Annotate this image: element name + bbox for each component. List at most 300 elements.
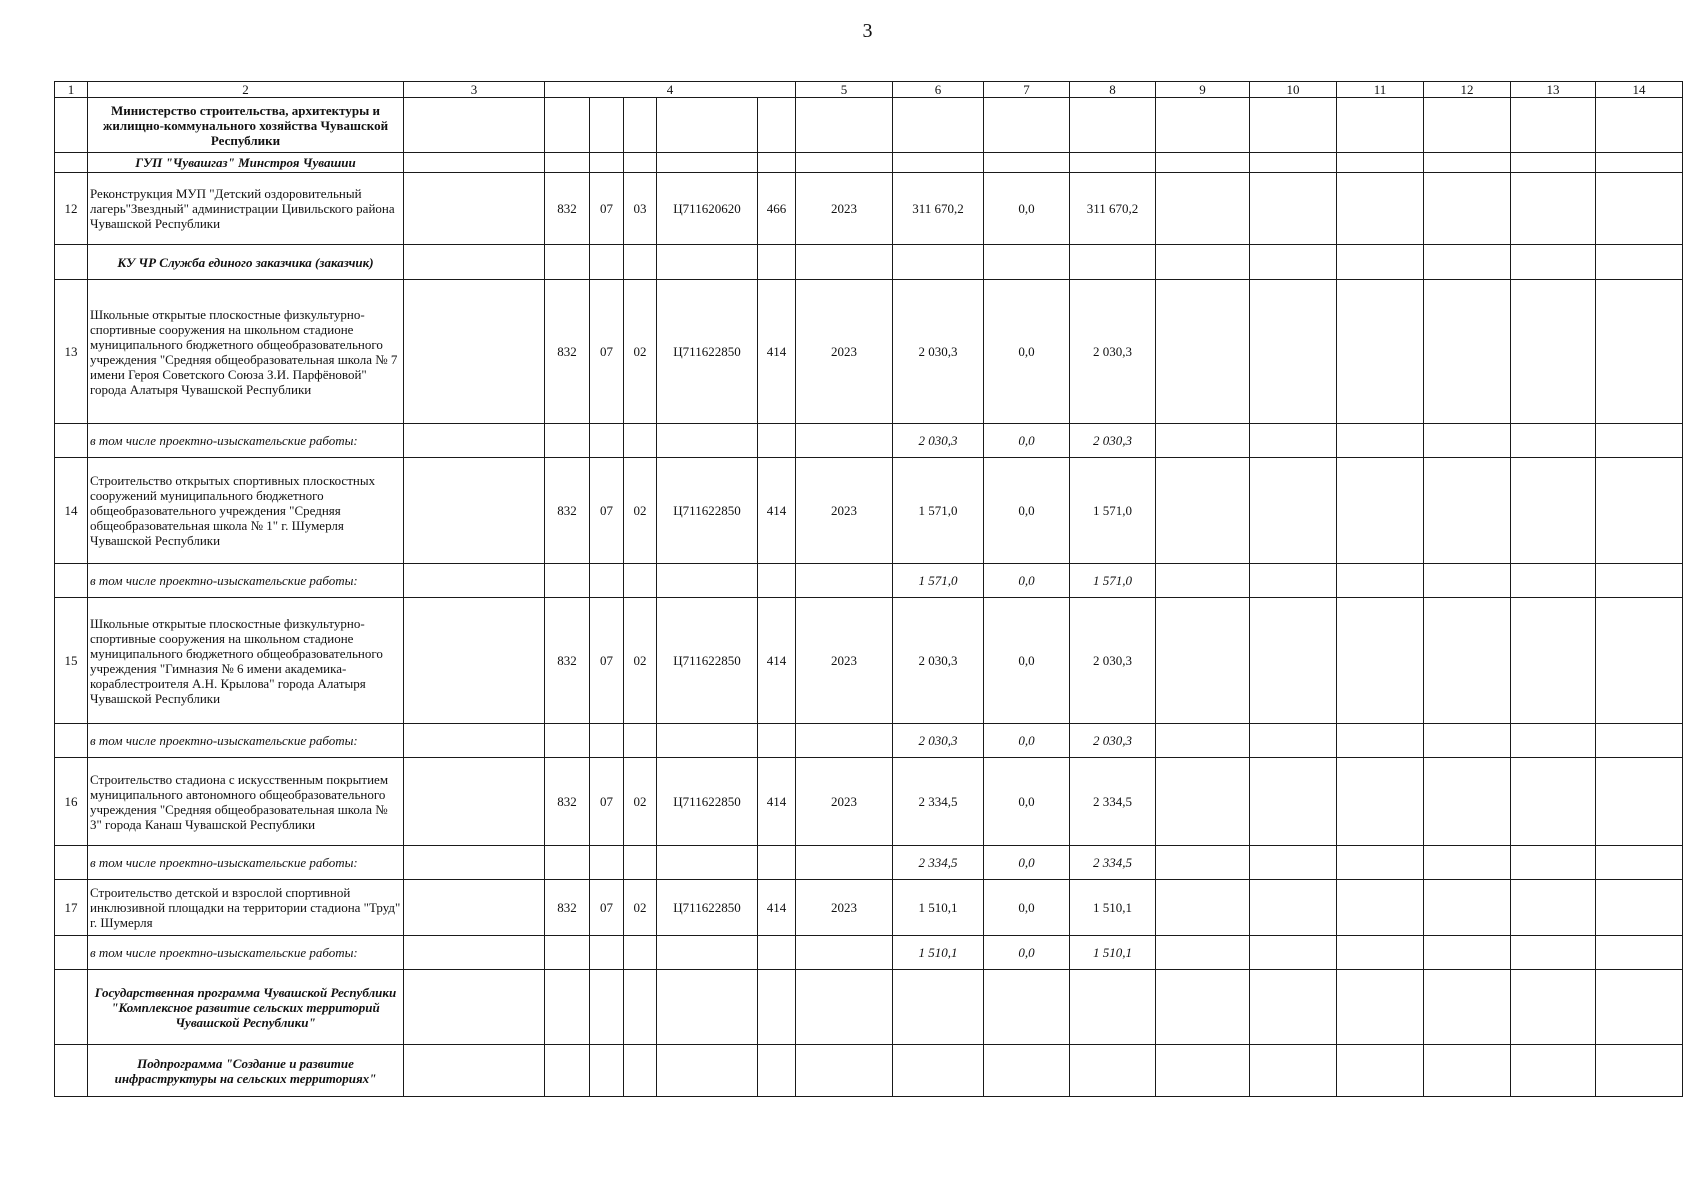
empty-cell bbox=[893, 153, 984, 173]
empty-cell bbox=[1511, 1045, 1596, 1097]
row-number-cell bbox=[55, 98, 88, 153]
including-col8: 2 030,3 bbox=[1070, 724, 1156, 758]
table-row bbox=[55, 880, 1683, 936]
empty-cell bbox=[1156, 564, 1250, 598]
empty-cell bbox=[590, 1045, 624, 1097]
empty-cell bbox=[893, 98, 984, 153]
empty-cell bbox=[590, 724, 624, 758]
empty-cell bbox=[1596, 173, 1683, 245]
empty-cell bbox=[657, 98, 758, 153]
empty-cell bbox=[1250, 970, 1337, 1045]
empty-cell bbox=[1424, 564, 1511, 598]
amount-col8: 1 510,1 bbox=[1070, 880, 1156, 936]
empty-cell bbox=[1156, 98, 1250, 153]
row-number: 13 bbox=[55, 280, 88, 424]
including-col8: 2 030,3 bbox=[1070, 424, 1156, 458]
empty-cell bbox=[1250, 98, 1337, 153]
grbs-code: 832 bbox=[545, 598, 590, 724]
empty-cell bbox=[404, 98, 545, 153]
col-header-9: 9 bbox=[1156, 82, 1250, 98]
amount-col7: 0,0 bbox=[984, 598, 1070, 724]
col-header-8: 8 bbox=[1070, 82, 1156, 98]
table-row bbox=[55, 458, 1683, 564]
empty-cell bbox=[1596, 598, 1683, 724]
col-header-5: 5 bbox=[796, 82, 893, 98]
empty-cell bbox=[1511, 880, 1596, 936]
empty-cell bbox=[1250, 564, 1337, 598]
empty-cell bbox=[1511, 564, 1596, 598]
empty-cell bbox=[624, 846, 657, 880]
empty-cell bbox=[545, 846, 590, 880]
empty-cell bbox=[624, 424, 657, 458]
empty-cell bbox=[984, 98, 1070, 153]
empty-cell bbox=[984, 1045, 1070, 1097]
col-header-12: 12 bbox=[1424, 82, 1511, 98]
empty-cell bbox=[758, 846, 796, 880]
amount-col6: 2 030,3 bbox=[893, 280, 984, 424]
target-article-code: Ц711622850 bbox=[657, 598, 758, 724]
expense-type-code: 414 bbox=[758, 598, 796, 724]
expense-type-code: 414 bbox=[758, 280, 796, 424]
amount-col6: 2 030,3 bbox=[893, 598, 984, 724]
grbs-code: 832 bbox=[545, 173, 590, 245]
empty-cell bbox=[984, 245, 1070, 280]
empty-cell bbox=[404, 458, 545, 564]
empty-cell bbox=[404, 1045, 545, 1097]
empty-cell bbox=[1070, 153, 1156, 173]
amount-col8: 2 334,5 bbox=[1070, 758, 1156, 846]
empty-cell bbox=[1511, 98, 1596, 153]
empty-cell bbox=[1156, 173, 1250, 245]
empty-cell bbox=[1596, 1045, 1683, 1097]
empty-cell bbox=[404, 846, 545, 880]
empty-cell bbox=[545, 424, 590, 458]
empty-cell bbox=[545, 724, 590, 758]
subsection-code: 02 bbox=[624, 758, 657, 846]
section-code: 07 bbox=[590, 880, 624, 936]
empty-cell bbox=[404, 564, 545, 598]
amount-col6: 2 334,5 bbox=[893, 758, 984, 846]
table-body bbox=[55, 82, 1683, 1097]
expense-type-code: 466 bbox=[758, 173, 796, 245]
empty-cell bbox=[1424, 1045, 1511, 1097]
empty-cell bbox=[1337, 564, 1424, 598]
empty-cell bbox=[1156, 424, 1250, 458]
section-row bbox=[55, 98, 1683, 153]
empty-cell bbox=[1596, 564, 1683, 598]
empty-cell bbox=[1250, 598, 1337, 724]
empty-cell bbox=[1250, 936, 1337, 970]
empty-cell bbox=[1424, 424, 1511, 458]
empty-cell bbox=[1156, 846, 1250, 880]
amount-col7: 0,0 bbox=[984, 880, 1070, 936]
empty-cell bbox=[796, 153, 893, 173]
empty-cell bbox=[1424, 846, 1511, 880]
empty-cell bbox=[758, 1045, 796, 1097]
col-header-10: 10 bbox=[1250, 82, 1337, 98]
expense-type-code: 414 bbox=[758, 880, 796, 936]
subsection-code: 02 bbox=[624, 880, 657, 936]
empty-cell bbox=[657, 153, 758, 173]
amount-col6: 1 571,0 bbox=[893, 458, 984, 564]
empty-cell bbox=[758, 424, 796, 458]
empty-cell bbox=[545, 936, 590, 970]
target-article-code: Ц711622850 bbox=[657, 458, 758, 564]
empty-cell bbox=[893, 1045, 984, 1097]
empty-cell bbox=[1337, 458, 1424, 564]
year-cell: 2023 bbox=[796, 598, 893, 724]
empty-cell bbox=[590, 936, 624, 970]
col-header-1: 1 bbox=[55, 82, 88, 98]
empty-cell bbox=[1337, 846, 1424, 880]
empty-cell bbox=[984, 970, 1070, 1045]
including-col7: 0,0 bbox=[984, 564, 1070, 598]
amount-col8: 2 030,3 bbox=[1070, 598, 1156, 724]
grbs-code: 832 bbox=[545, 280, 590, 424]
empty-cell bbox=[1250, 153, 1337, 173]
row-number-cell bbox=[55, 153, 88, 173]
col-header-3: 3 bbox=[404, 82, 545, 98]
empty-cell bbox=[1156, 936, 1250, 970]
incl-row bbox=[55, 424, 1683, 458]
empty-cell bbox=[758, 970, 796, 1045]
col-header-13: 13 bbox=[1511, 82, 1596, 98]
empty-cell bbox=[796, 724, 893, 758]
including-col6: 2 030,3 bbox=[893, 424, 984, 458]
empty-cell bbox=[1156, 245, 1250, 280]
empty-cell bbox=[1596, 970, 1683, 1045]
section-row bbox=[55, 153, 1683, 173]
empty-cell bbox=[1337, 424, 1424, 458]
section-row bbox=[55, 245, 1683, 280]
empty-cell bbox=[545, 245, 590, 280]
section-title: Министерство строительства, архитектуры и жилищно-коммунального хозяйства Чувашской Республики bbox=[88, 98, 404, 153]
including-col6: 2 334,5 bbox=[893, 846, 984, 880]
empty-cell bbox=[404, 598, 545, 724]
empty-cell bbox=[1511, 598, 1596, 724]
empty-cell bbox=[545, 970, 590, 1045]
empty-cell bbox=[796, 936, 893, 970]
amount-col7: 0,0 bbox=[984, 458, 1070, 564]
empty-cell bbox=[796, 424, 893, 458]
budget-table bbox=[54, 81, 1683, 1097]
section-code: 07 bbox=[590, 173, 624, 245]
empty-cell bbox=[758, 98, 796, 153]
empty-cell bbox=[624, 936, 657, 970]
empty-cell bbox=[1424, 173, 1511, 245]
empty-cell bbox=[1596, 153, 1683, 173]
empty-cell bbox=[1596, 280, 1683, 424]
empty-cell bbox=[624, 724, 657, 758]
empty-cell bbox=[1511, 936, 1596, 970]
col-header-4: 4 bbox=[545, 82, 796, 98]
empty-cell bbox=[1250, 1045, 1337, 1097]
empty-cell bbox=[1156, 880, 1250, 936]
including-col7: 0,0 bbox=[984, 846, 1070, 880]
empty-cell bbox=[624, 98, 657, 153]
subsection-code: 02 bbox=[624, 458, 657, 564]
col-header-6: 6 bbox=[893, 82, 984, 98]
header-row bbox=[55, 82, 1683, 98]
amount-col7: 0,0 bbox=[984, 758, 1070, 846]
col-header-11: 11 bbox=[1337, 82, 1424, 98]
empty-cell bbox=[1337, 970, 1424, 1045]
empty-cell bbox=[1250, 846, 1337, 880]
empty-cell bbox=[1511, 173, 1596, 245]
including-label: в том числе проектно-изыскательские работы: bbox=[88, 424, 404, 458]
empty-cell bbox=[758, 153, 796, 173]
subsection-code: 02 bbox=[624, 280, 657, 424]
empty-cell bbox=[657, 724, 758, 758]
empty-cell bbox=[624, 564, 657, 598]
empty-cell bbox=[657, 245, 758, 280]
empty-cell bbox=[1424, 153, 1511, 173]
empty-cell bbox=[404, 880, 545, 936]
empty-cell bbox=[796, 846, 893, 880]
empty-cell bbox=[1596, 936, 1683, 970]
incl-row bbox=[55, 936, 1683, 970]
empty-cell bbox=[1596, 458, 1683, 564]
amount-col8: 2 030,3 bbox=[1070, 280, 1156, 424]
empty-cell bbox=[1337, 598, 1424, 724]
empty-cell bbox=[796, 1045, 893, 1097]
row-number: 12 bbox=[55, 173, 88, 245]
year-cell: 2023 bbox=[796, 280, 893, 424]
empty-cell bbox=[1156, 458, 1250, 564]
including-label: в том числе проектно-изыскательские работы: bbox=[88, 564, 404, 598]
incl-row bbox=[55, 846, 1683, 880]
empty-cell bbox=[796, 970, 893, 1045]
empty-cell bbox=[590, 245, 624, 280]
row-number-cell bbox=[55, 936, 88, 970]
including-col6: 1 571,0 bbox=[893, 564, 984, 598]
row-number-cell bbox=[55, 724, 88, 758]
empty-cell bbox=[590, 564, 624, 598]
empty-cell bbox=[1424, 880, 1511, 936]
expense-type-code: 414 bbox=[758, 458, 796, 564]
empty-cell bbox=[590, 153, 624, 173]
empty-cell bbox=[590, 846, 624, 880]
empty-cell bbox=[1337, 98, 1424, 153]
empty-cell bbox=[590, 970, 624, 1045]
empty-cell bbox=[657, 936, 758, 970]
amount-col7: 0,0 bbox=[984, 173, 1070, 245]
empty-cell bbox=[545, 1045, 590, 1097]
row-number: 17 bbox=[55, 880, 88, 936]
empty-cell bbox=[1424, 936, 1511, 970]
row-number-cell bbox=[55, 424, 88, 458]
empty-cell bbox=[1424, 970, 1511, 1045]
empty-cell bbox=[404, 970, 545, 1045]
empty-cell bbox=[1156, 153, 1250, 173]
empty-cell bbox=[657, 564, 758, 598]
amount-col6: 311 670,2 bbox=[893, 173, 984, 245]
empty-cell bbox=[404, 758, 545, 846]
empty-cell bbox=[1596, 758, 1683, 846]
empty-cell bbox=[796, 98, 893, 153]
section-code: 07 bbox=[590, 758, 624, 846]
empty-cell bbox=[404, 936, 545, 970]
object-name: Школьные открытые плоскостные физкультурно-спортивные сооружения на школьном стадионе муниципального бюджетного общеобразовательного учреждения "Средняя общеобразовательная школа № 7 имени Героя Советского Союза З.И. Парфёновой" города Алатыря Чувашской Республики bbox=[88, 280, 404, 424]
empty-cell bbox=[1424, 598, 1511, 724]
empty-cell bbox=[1156, 280, 1250, 424]
section-title: КУ ЧР Служба единого заказчика (заказчик) bbox=[88, 245, 404, 280]
empty-cell bbox=[1070, 245, 1156, 280]
grbs-code: 832 bbox=[545, 880, 590, 936]
empty-cell bbox=[1156, 1045, 1250, 1097]
empty-cell bbox=[984, 153, 1070, 173]
empty-cell bbox=[1337, 153, 1424, 173]
empty-cell bbox=[1250, 424, 1337, 458]
empty-cell bbox=[1596, 98, 1683, 153]
empty-cell bbox=[657, 970, 758, 1045]
empty-cell bbox=[1250, 245, 1337, 280]
empty-cell bbox=[1424, 758, 1511, 846]
empty-cell bbox=[1511, 724, 1596, 758]
empty-cell bbox=[758, 564, 796, 598]
empty-cell bbox=[1070, 98, 1156, 153]
empty-cell bbox=[624, 970, 657, 1045]
row-number-cell bbox=[55, 245, 88, 280]
empty-cell bbox=[1156, 598, 1250, 724]
empty-cell bbox=[1337, 936, 1424, 970]
empty-cell bbox=[657, 846, 758, 880]
table-row bbox=[55, 280, 1683, 424]
amount-col8: 311 670,2 bbox=[1070, 173, 1156, 245]
empty-cell bbox=[590, 424, 624, 458]
row-number-cell bbox=[55, 564, 88, 598]
object-name: Строительство открытых спортивных плоскостных сооружений муниципального бюджетного общеобразовательного учреждения "Средняя общеобразовательная школа № 1" г. Шумерля Чувашской Республики bbox=[88, 458, 404, 564]
target-article-code: Ц711622850 bbox=[657, 758, 758, 846]
row-number: 14 bbox=[55, 458, 88, 564]
empty-cell bbox=[1596, 846, 1683, 880]
empty-cell bbox=[1250, 880, 1337, 936]
empty-cell bbox=[1596, 880, 1683, 936]
empty-cell bbox=[404, 245, 545, 280]
empty-cell bbox=[624, 153, 657, 173]
row-number-cell bbox=[55, 846, 88, 880]
empty-cell bbox=[1511, 758, 1596, 846]
object-name: Школьные открытые плоскостные физкультурно-спортивные сооружения на школьном стадионе муниципального бюджетного общеобразовательного учреждения "Гимназия № 6 имени академика-кораблестроителя А.Н. Крылова" города Алатыря Чувашской Республики bbox=[88, 598, 404, 724]
empty-cell bbox=[1070, 970, 1156, 1045]
empty-cell bbox=[1511, 280, 1596, 424]
page-number: 3 bbox=[862, 20, 873, 42]
including-label: в том числе проектно-изыскательские работы: bbox=[88, 846, 404, 880]
empty-cell bbox=[404, 173, 545, 245]
empty-cell bbox=[404, 280, 545, 424]
empty-cell bbox=[796, 245, 893, 280]
year-cell: 2023 bbox=[796, 173, 893, 245]
section-row bbox=[55, 970, 1683, 1045]
target-article-code: Ц711622850 bbox=[657, 880, 758, 936]
empty-cell bbox=[1156, 970, 1250, 1045]
grbs-code: 832 bbox=[545, 458, 590, 564]
empty-cell bbox=[624, 245, 657, 280]
object-name: Строительство детской и взрослой спортивной инклюзивной площадки на территории стадиона "Труд" г. Шумерля bbox=[88, 880, 404, 936]
section-code: 07 bbox=[590, 598, 624, 724]
empty-cell bbox=[758, 936, 796, 970]
empty-cell bbox=[1156, 758, 1250, 846]
empty-cell bbox=[1596, 724, 1683, 758]
empty-cell bbox=[1424, 458, 1511, 564]
empty-cell bbox=[1250, 758, 1337, 846]
empty-cell bbox=[404, 724, 545, 758]
grbs-code: 832 bbox=[545, 758, 590, 846]
target-article-code: Ц711622850 bbox=[657, 280, 758, 424]
empty-cell bbox=[1250, 280, 1337, 424]
empty-cell bbox=[1424, 280, 1511, 424]
empty-cell bbox=[1511, 458, 1596, 564]
including-col6: 1 510,1 bbox=[893, 936, 984, 970]
empty-cell bbox=[1511, 424, 1596, 458]
subsection-code: 03 bbox=[624, 173, 657, 245]
empty-cell bbox=[1250, 724, 1337, 758]
amount-col6: 1 510,1 bbox=[893, 880, 984, 936]
empty-cell bbox=[545, 98, 590, 153]
year-cell: 2023 bbox=[796, 880, 893, 936]
incl-row bbox=[55, 724, 1683, 758]
empty-cell bbox=[1596, 245, 1683, 280]
including-label: в том числе проектно-изыскательские работы: bbox=[88, 724, 404, 758]
section-title: Государственная программа Чувашской Республики "Комплексное развитие сельских территорий Чувашской Республики" bbox=[88, 970, 404, 1045]
empty-cell bbox=[1424, 245, 1511, 280]
year-cell: 2023 bbox=[796, 458, 893, 564]
row-number-cell bbox=[55, 1045, 88, 1097]
empty-cell bbox=[404, 424, 545, 458]
row-number-cell bbox=[55, 970, 88, 1045]
section-title: ГУП "Чувашгаз" Минстроя Чувашии bbox=[88, 153, 404, 173]
empty-cell bbox=[404, 153, 545, 173]
empty-cell bbox=[893, 245, 984, 280]
empty-cell bbox=[758, 724, 796, 758]
empty-cell bbox=[657, 424, 758, 458]
empty-cell bbox=[1511, 153, 1596, 173]
including-col8: 1 571,0 bbox=[1070, 564, 1156, 598]
target-article-code: Ц711620620 bbox=[657, 173, 758, 245]
empty-cell bbox=[796, 564, 893, 598]
empty-cell bbox=[1156, 724, 1250, 758]
empty-cell bbox=[758, 245, 796, 280]
amount-col7: 0,0 bbox=[984, 280, 1070, 424]
row-number: 16 bbox=[55, 758, 88, 846]
empty-cell bbox=[624, 1045, 657, 1097]
empty-cell bbox=[545, 564, 590, 598]
empty-cell bbox=[1337, 1045, 1424, 1097]
empty-cell bbox=[1250, 173, 1337, 245]
table-row bbox=[55, 758, 1683, 846]
year-cell: 2023 bbox=[796, 758, 893, 846]
amount-col8: 1 571,0 bbox=[1070, 458, 1156, 564]
empty-cell bbox=[1511, 245, 1596, 280]
empty-cell bbox=[590, 98, 624, 153]
empty-cell bbox=[1250, 458, 1337, 564]
empty-cell bbox=[657, 1045, 758, 1097]
row-number: 15 bbox=[55, 598, 88, 724]
empty-cell bbox=[1337, 880, 1424, 936]
col-header-14: 14 bbox=[1596, 82, 1683, 98]
section-title: Подпрограмма "Создание и развитие инфраструктуры на сельских территориях" bbox=[88, 1045, 404, 1097]
including-col6: 2 030,3 bbox=[893, 724, 984, 758]
empty-cell bbox=[1511, 970, 1596, 1045]
empty-cell bbox=[893, 970, 984, 1045]
incl-row bbox=[55, 564, 1683, 598]
object-name: Строительство стадиона с искусственным покрытием муниципального автономного общеобразовательного учреждения "Средняя общеобразовательная школа № 3" города Канаш Чувашской Республики bbox=[88, 758, 404, 846]
empty-cell bbox=[1424, 724, 1511, 758]
expense-type-code: 414 bbox=[758, 758, 796, 846]
empty-cell bbox=[1596, 424, 1683, 458]
including-col7: 0,0 bbox=[984, 424, 1070, 458]
empty-cell bbox=[1337, 173, 1424, 245]
